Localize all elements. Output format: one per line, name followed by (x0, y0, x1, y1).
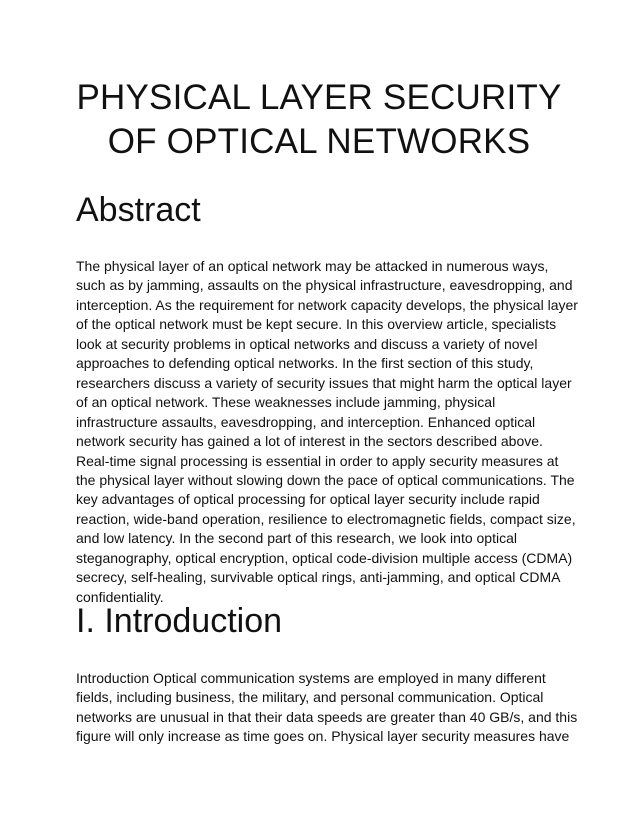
introduction-line: figure will only increase as time goes on. Physical layer security measures have (76, 728, 570, 745)
abstract-line: look at security problems in optical networks and discuss a variety of novel (76, 335, 538, 352)
abstract-line: network security has gained a lot of interest in the sectors described above. (76, 433, 543, 450)
abstract-line: secrecy, self-healing, survivable optical rings, anti-jamming, and optical CDMA (76, 569, 561, 586)
abstract-line: Real-time signal processing is essential in order to apply security measures at (76, 452, 559, 469)
abstract-line: such as by jamming, assaults on the physical infrastructure, eavesdropping, and (76, 277, 573, 294)
abstract-line: The physical layer of an optical network may be attacked in numerous ways, (76, 258, 549, 274)
abstract-line: infrastructure assaults, eavesdropping, and interception. Enhanced optical (76, 413, 536, 430)
introduction-heading: I. Introduction (76, 602, 283, 640)
abstract-line: approaches to defending optical networks. In the first section of this study, (76, 355, 534, 372)
introduction-line: fields, including business, the military, and personal communication. Optical (76, 689, 544, 706)
introduction-line: networks are unusual in that their data speeds are greater than 40 GB/s, and this (76, 708, 578, 725)
introduction-line: Introduction Optical communication systems are employed in many different (76, 670, 546, 686)
abstract-line: the physical layer without slowing down the pace of optical communications. The (76, 471, 575, 488)
abstract-line: interception. As the requirement for network capacity develops, the physical layer (76, 296, 578, 313)
document-title (60, 76, 578, 164)
abstract-line: of the optical network must be kept secure. In this overview article, specialists (76, 316, 557, 333)
abstract-line: researchers discuss a variety of security issues that might harm the optical layer (76, 374, 572, 391)
abstract-line: of an optical network. These weaknesses include jamming, physical (76, 394, 496, 411)
abstract-heading: Abstract (76, 191, 201, 229)
title-line: OF OPTICAL NETWORKS (107, 122, 531, 161)
title-line: PHYSICAL LAYER SECURITY (76, 78, 562, 117)
abstract-paragraph (76, 257, 576, 607)
abstract-line: confidentiality. (76, 588, 164, 605)
abstract-line: and low latency. In the second part of this research, we look into optical (76, 530, 517, 547)
abstract-line: reaction, wide-band operation, resilience to electromagnetic fields, compact size, (76, 510, 576, 527)
abstract-line: steganography, optical encryption, optical code-division multiple access (CDMA) (76, 549, 573, 566)
introduction-paragraph (76, 669, 576, 747)
abstract-line: key advantages of optical processing for optical layer security include rapid (76, 491, 540, 508)
